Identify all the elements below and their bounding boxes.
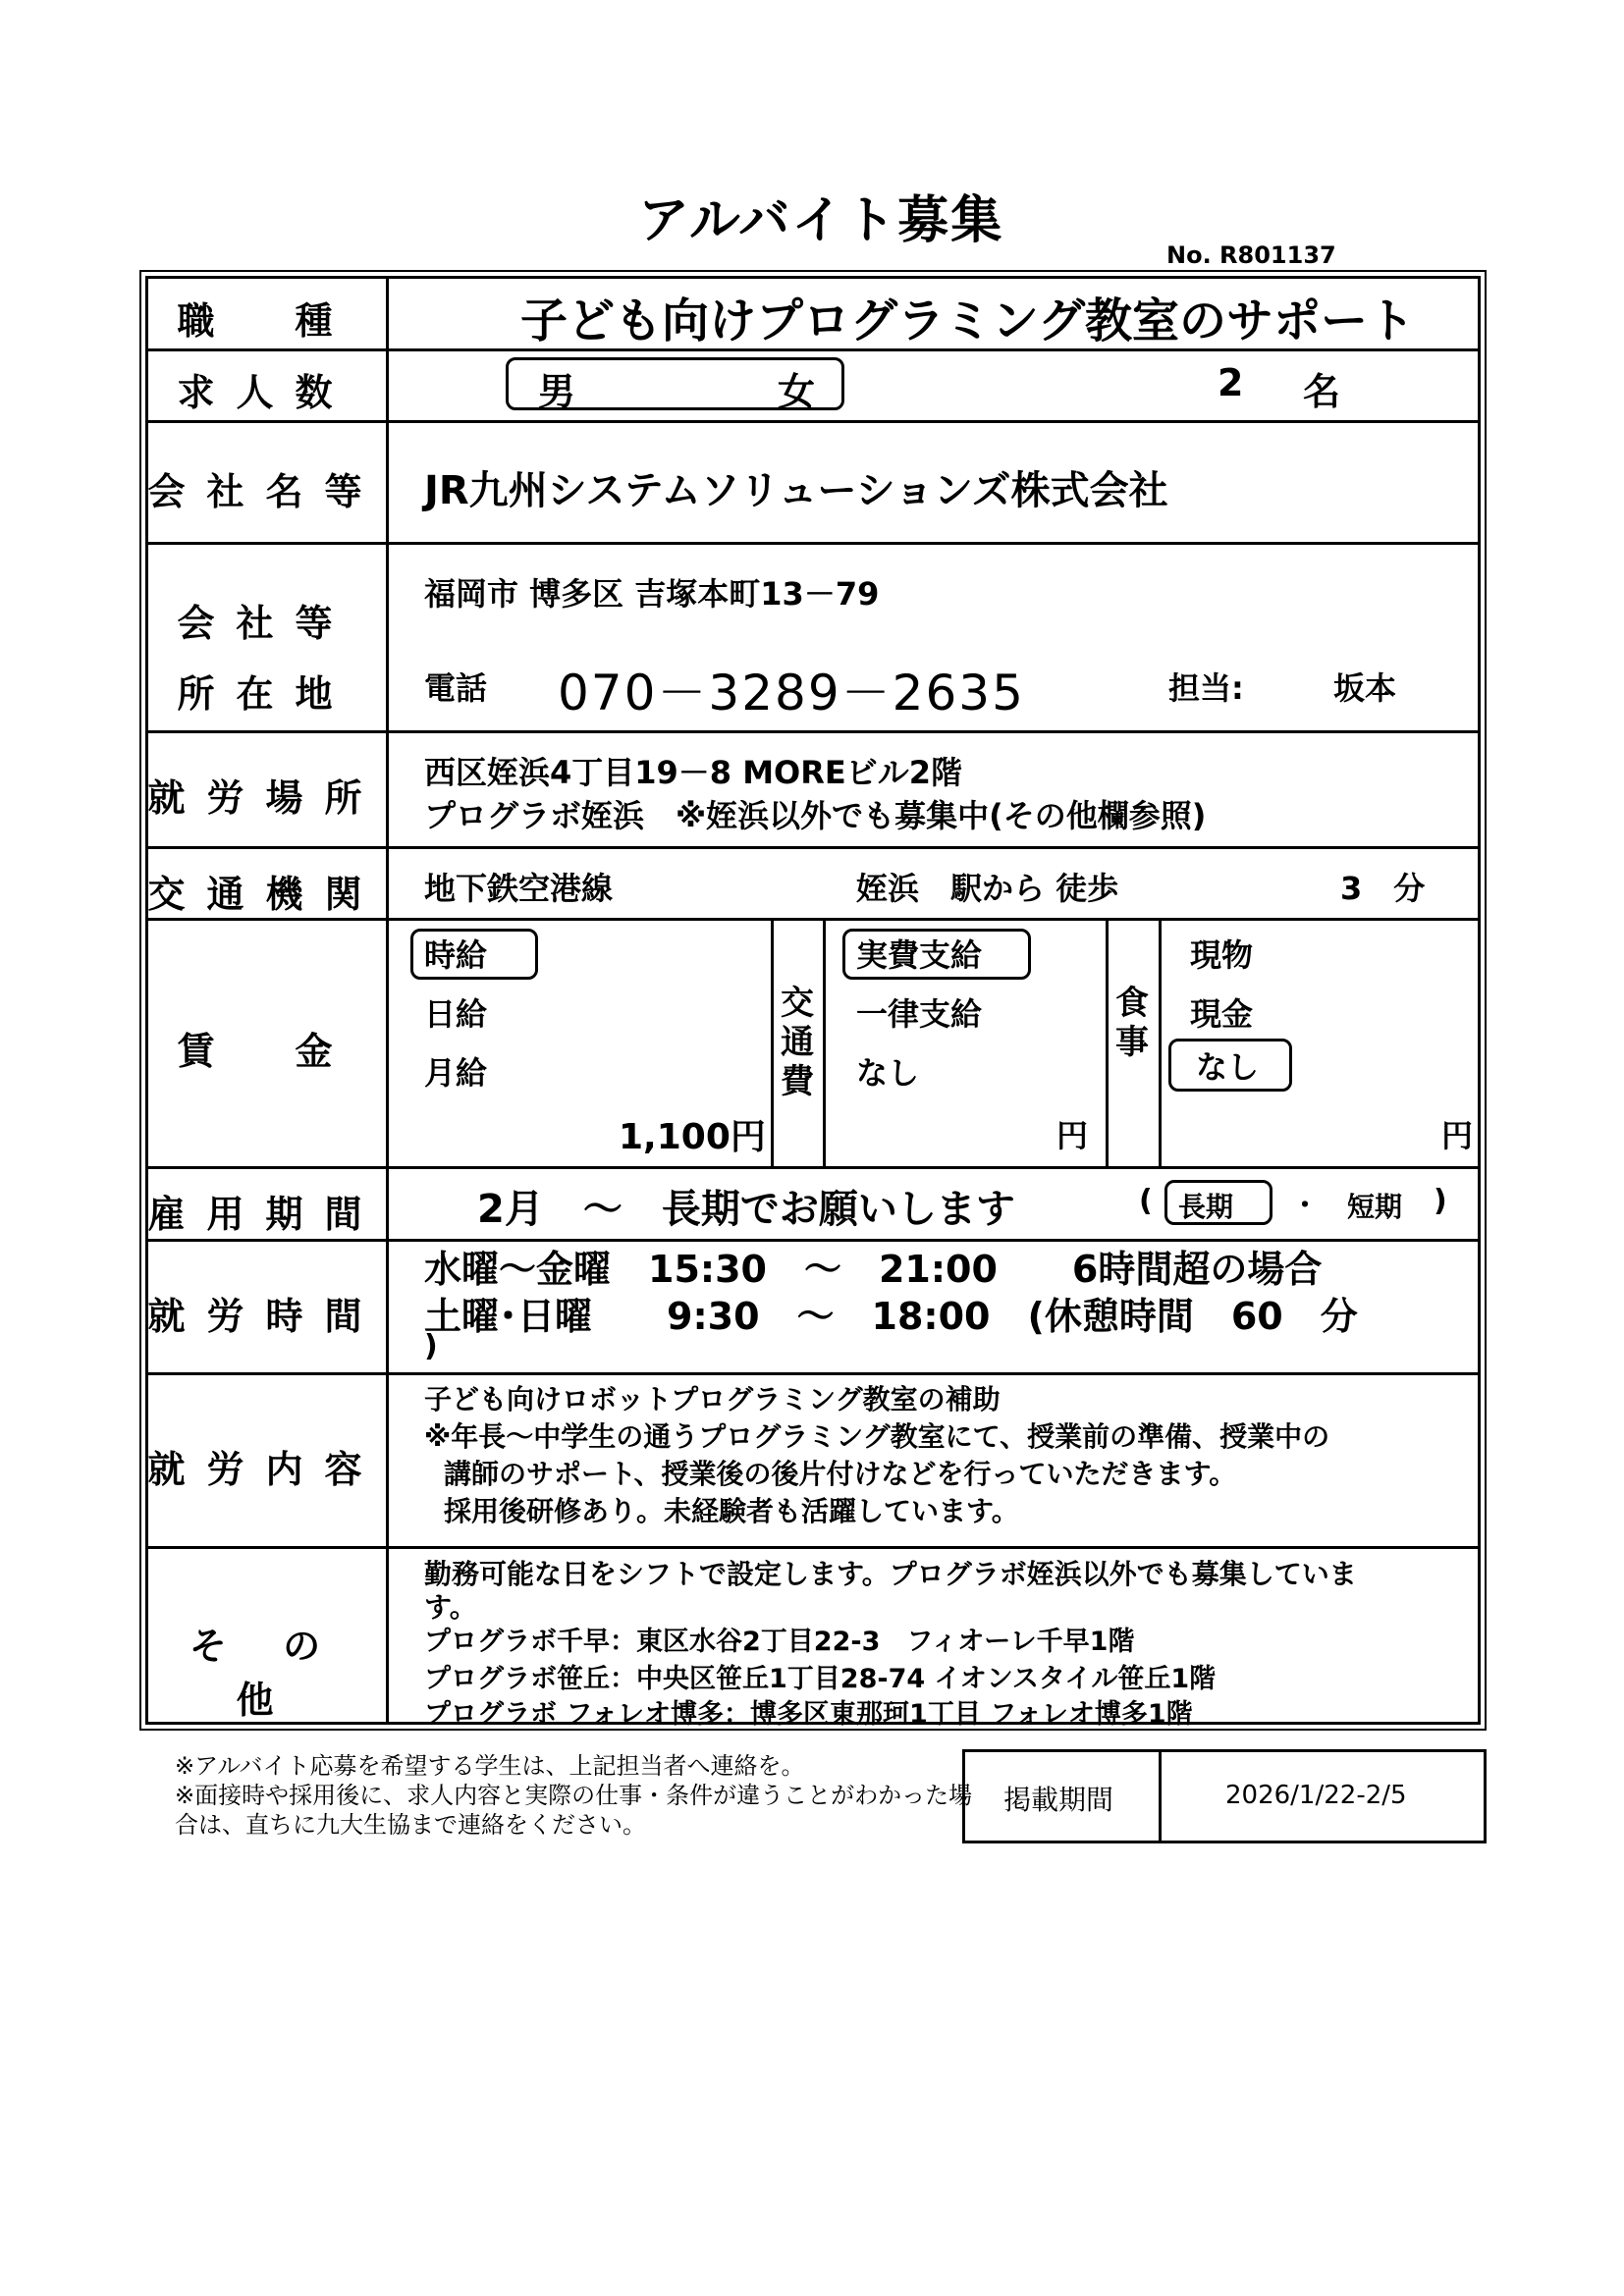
row-divider xyxy=(145,542,1481,545)
label-column-divider xyxy=(386,276,389,1725)
document-number: No. R801137 xyxy=(1166,241,1336,269)
other-line-1: 勤務可能な日をシフトで設定します。プログラボ姪浜以外でも募集していま xyxy=(424,1558,1357,1590)
note-line-2: ※面接時や採用後に、求人内容と実際の仕事・条件が違うことがわかった場 xyxy=(175,1782,973,1809)
transport-station: 姪浜 駅から 徒歩 xyxy=(856,870,1119,907)
label-other: そ の 他 xyxy=(189,1625,343,1722)
wage-option-hourly: 時給 xyxy=(424,936,488,974)
posting-period-divider xyxy=(1159,1749,1162,1843)
contact-label: 担当: xyxy=(1168,669,1244,707)
phone-number: 070－3289－2635 xyxy=(558,665,1025,721)
phone-label: 電話 xyxy=(424,669,488,707)
posting-period-value: 2026/1/22-2/5 xyxy=(1225,1781,1407,1810)
period-short: 短期 xyxy=(1347,1191,1403,1223)
other-line-3: プログラボ千早：東区水谷2丁目22-3 フィオーレ千早1階 xyxy=(424,1627,1135,1657)
row-divider xyxy=(145,918,1481,921)
row-divider xyxy=(145,420,1481,423)
label-openings: 求人数 xyxy=(177,371,354,414)
label-working-hours: 就労時間 xyxy=(147,1295,384,1338)
hours-line-2: 土曜･日曜 9:30 ～ 18:00 (休憩時間 60 分 xyxy=(424,1295,1358,1338)
transport-option-actual: 実費支給 xyxy=(856,936,983,974)
period-long: 長期 xyxy=(1178,1191,1234,1223)
wage-option-monthly: 月給 xyxy=(424,1054,488,1092)
openings-count: 2 xyxy=(1218,361,1244,404)
contact-name: 坂本 xyxy=(1333,669,1397,707)
employment-period-value: 2月 ～ 長期でお願いします xyxy=(477,1187,1015,1232)
content-line-3: 講師のサポート、授業後の後片付けなどを行っていただきます。 xyxy=(444,1458,1237,1490)
gender-male: 男 xyxy=(538,370,576,413)
label-job-type: 職 種 xyxy=(177,299,354,343)
content-line-2: ※年長～中学生の通うプログラミング教室にて、授業前の準備、授業中の xyxy=(424,1420,1330,1453)
row-divider xyxy=(145,1372,1481,1375)
note-line-1: ※アルバイト応募を希望する学生は、上記担当者へ連絡を。 xyxy=(175,1752,805,1780)
other-line-5: プログラボ フォレオ博多：博多区東那珂1丁目 フォレオ博多1階 xyxy=(424,1699,1193,1730)
wage-amount: 1,100円 xyxy=(619,1117,766,1157)
label-company: 会社名等 xyxy=(147,470,384,513)
meal-option-none: なし xyxy=(1196,1048,1260,1086)
wage-divider xyxy=(823,918,826,1166)
transport-line: 地下鉄空港線 xyxy=(424,870,614,907)
workplace-line-2: プログラボ姪浜 ※姪浜以外でも募集中(その他欄参照) xyxy=(424,797,1207,834)
row-divider xyxy=(145,846,1481,849)
label-wage: 賃 金 xyxy=(177,1030,354,1073)
meal-unit: 円 xyxy=(1441,1117,1474,1154)
transport-minutes: 3 分 xyxy=(1340,870,1426,907)
wage-divider xyxy=(771,918,774,1166)
period-open-paren: ( xyxy=(1139,1184,1153,1218)
page-title: アルバイト募集 xyxy=(638,191,1004,250)
transport-unit: 円 xyxy=(1056,1117,1089,1154)
openings-unit: 名 xyxy=(1303,370,1341,413)
hours-line-3: ) xyxy=(424,1329,438,1363)
other-line-2: す。 xyxy=(424,1591,477,1624)
wage-option-daily: 日給 xyxy=(424,995,488,1033)
transport-option-flat: 一律支給 xyxy=(856,995,983,1033)
company-name: JR九州システムソリューションズ株式会社 xyxy=(424,468,1168,513)
period-close-paren: ) xyxy=(1434,1184,1447,1218)
period-dot: ・ xyxy=(1291,1189,1320,1221)
gender-female: 女 xyxy=(778,370,816,413)
note-line-3: 合は、直ちに九大生協まで連絡をください。 xyxy=(175,1811,646,1839)
content-line-4: 採用後研修あり。未経験者も活躍しています。 xyxy=(444,1495,1019,1527)
job-type-value: 子ども向けプログラミング教室のサポート xyxy=(520,294,1416,348)
row-divider xyxy=(145,1546,1481,1549)
wage-divider xyxy=(1106,918,1109,1166)
row-divider xyxy=(145,730,1481,733)
hours-line-1: 水曜～金曜 15:30 ～ 21:00 6時間超の場合 xyxy=(424,1248,1323,1291)
workplace-line-1: 西区姪浜4丁目19－8 MOREビル2階 xyxy=(424,754,963,791)
posting-period-label: 掲載期間 xyxy=(1003,1784,1114,1816)
label-address-2: 所在地 xyxy=(177,672,354,716)
label-workplace: 就労場所 xyxy=(147,776,384,820)
label-address-1: 会社等 xyxy=(177,602,354,645)
label-employment-period: 雇用期間 xyxy=(147,1193,384,1236)
wage-divider xyxy=(1159,918,1162,1166)
address-value: 福岡市 博多区 吉塚本町13－79 xyxy=(424,575,880,613)
row-divider xyxy=(145,1166,1481,1169)
meal-label: 食事 xyxy=(1115,984,1149,1062)
transport-option-none: なし xyxy=(856,1054,920,1092)
content-line-1: 子ども向けロボットプログラミング教室の補助 xyxy=(424,1383,1001,1415)
transport-cost-label: 交通費 xyxy=(781,984,814,1101)
meal-option-in-kind: 現物 xyxy=(1190,936,1254,974)
label-job-content: 就労内容 xyxy=(147,1448,384,1491)
other-line-4: プログラボ笹丘：中央区笹丘1丁目28-74 イオンスタイル笹丘1階 xyxy=(424,1664,1217,1694)
label-transport: 交通機関 xyxy=(147,873,384,916)
meal-option-cash: 現金 xyxy=(1190,995,1254,1033)
